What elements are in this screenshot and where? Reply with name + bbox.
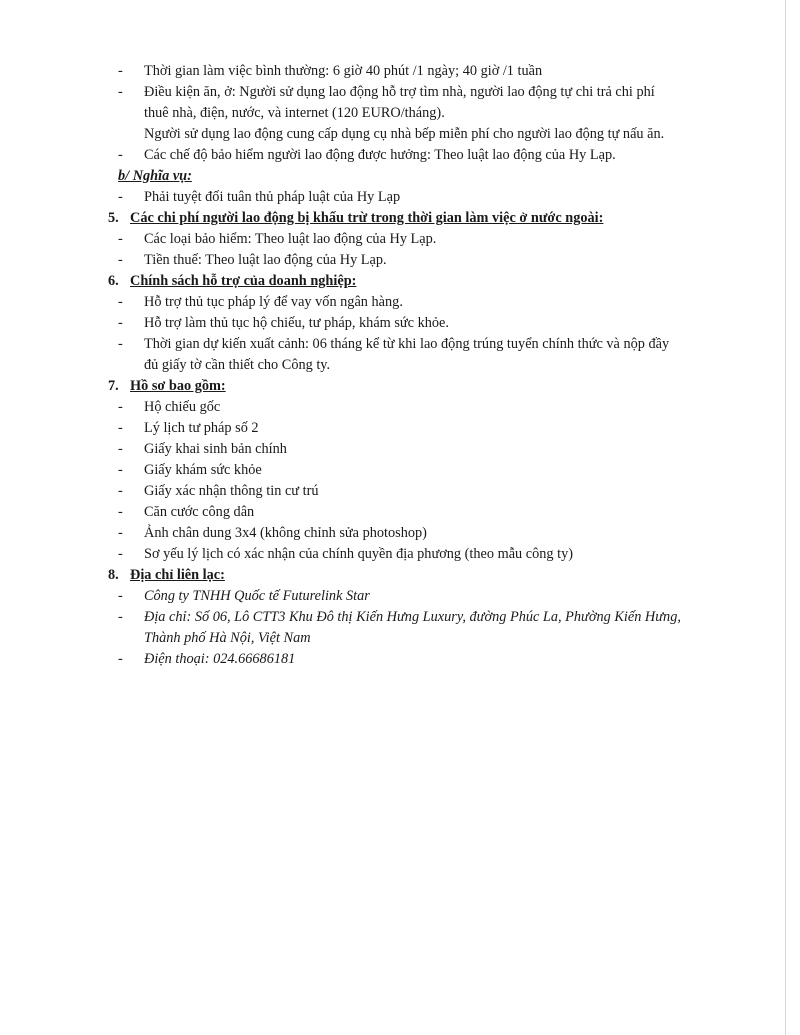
dash-marker: - bbox=[118, 147, 123, 163]
contact-address bbox=[108, 607, 748, 628]
list-item bbox=[108, 460, 748, 481]
list-item-text: Các loại bảo hiểm: Theo luật lao động của Hy Lạp. bbox=[144, 231, 437, 247]
list-item-continuation bbox=[108, 355, 748, 376]
dash-marker: - bbox=[118, 63, 123, 79]
list-item bbox=[108, 544, 748, 565]
section-title: Địa chỉ liên lạc: bbox=[130, 567, 225, 583]
list-item-text: Giấy khai sinh bản chính bbox=[144, 441, 287, 457]
accommodation-continuation bbox=[108, 103, 748, 124]
list-item bbox=[108, 481, 748, 502]
page-edge-line bbox=[785, 0, 786, 1035]
company-name: Công ty TNHH Quốc tế Futurelink Star bbox=[144, 588, 370, 604]
dash-marker: - bbox=[118, 189, 123, 205]
list-item bbox=[108, 418, 748, 439]
dash-marker: - bbox=[118, 504, 123, 520]
section-title: Hồ sơ bao gồm: bbox=[130, 378, 226, 394]
working-hours-text: Thời gian làm việc bình thường: 6 giờ 40 phút /1 ngày; 40 giờ /1 tuần bbox=[144, 63, 543, 79]
dash-marker: - bbox=[118, 84, 123, 100]
dash-marker: - bbox=[118, 252, 123, 268]
accommodation-text-3: Người sử dụng lao động cung cấp dụng cụ nhà bếp miễn phí cho người lao động tự nấu ăn. bbox=[144, 126, 665, 142]
dash-marker: - bbox=[118, 525, 123, 541]
list-item bbox=[108, 250, 748, 271]
dash-marker: - bbox=[118, 651, 123, 667]
dash-marker: - bbox=[118, 483, 123, 499]
accommodation-text-2: thuê nhà, điện, nước, và internet (120 EURO/tháng). bbox=[144, 105, 445, 121]
list-item bbox=[108, 397, 748, 418]
dash-marker: - bbox=[118, 609, 123, 625]
list-item-text: Lý lịch tư pháp số 2 bbox=[144, 420, 259, 436]
list-item-text: Hỗ trợ thủ tục pháp lý để vay vốn ngân hàng. bbox=[144, 294, 403, 310]
section-5-heading bbox=[108, 208, 748, 229]
section-number: 6. bbox=[108, 273, 119, 289]
dash-marker: - bbox=[118, 315, 123, 331]
contact-company bbox=[108, 586, 748, 607]
address-line-2: Thành phố Hà Nội, Việt Nam bbox=[144, 630, 311, 646]
insurance-text: Các chế độ bảo hiểm người lao động được hưởng: Theo luật lao động của Hy Lạp. bbox=[144, 147, 616, 163]
list-item-text: Giấy xác nhận thông tin cư trú bbox=[144, 483, 319, 499]
dash-marker: - bbox=[118, 231, 123, 247]
list-item-text: Hộ chiếu gốc bbox=[144, 399, 221, 415]
bullet-accommodation bbox=[108, 82, 748, 103]
dash-marker: - bbox=[118, 336, 123, 352]
section-6-heading bbox=[108, 271, 748, 292]
dash-marker: - bbox=[118, 294, 123, 310]
obligation-text: Phải tuyệt đối tuân thủ pháp luật của Hy Lạp bbox=[144, 189, 401, 205]
section-title: Chính sách hỗ trợ của doanh nghiệp: bbox=[130, 273, 357, 289]
dash-marker: - bbox=[118, 441, 123, 457]
list-item bbox=[108, 523, 748, 544]
list-item bbox=[108, 229, 748, 250]
list-item bbox=[108, 313, 748, 334]
section-number: 8. bbox=[108, 567, 119, 583]
section-number: 5. bbox=[108, 210, 119, 226]
obligations-heading: b/ Nghĩa vụ: bbox=[118, 168, 192, 184]
kitchen-note bbox=[108, 124, 748, 145]
section-7-heading bbox=[108, 376, 748, 397]
list-item bbox=[108, 334, 748, 355]
list-item-text: Tiền thuế: Theo luật lao động của Hy Lạp. bbox=[144, 252, 387, 268]
list-item-text: Căn cước công dân bbox=[144, 504, 255, 520]
contact-address-continuation bbox=[108, 628, 748, 649]
list-item bbox=[108, 439, 748, 460]
dash-marker: - bbox=[118, 462, 123, 478]
list-item-text: đủ giấy tờ cần thiết cho Công ty. bbox=[144, 357, 331, 373]
section-title: Các chi phí người lao động bị khấu trừ trong thời gian làm việc ở nước ngoài: bbox=[130, 210, 604, 226]
section-8-heading bbox=[108, 565, 748, 586]
list-item-text: Hỗ trợ làm thủ tục hộ chiếu, tư pháp, khám sức khỏe. bbox=[144, 315, 449, 331]
phone-number: Điện thoại: 024.66686181 bbox=[144, 651, 296, 667]
list-item bbox=[108, 292, 748, 313]
dash-marker: - bbox=[118, 420, 123, 436]
list-item-text: Giấy khám sức khỏe bbox=[144, 462, 262, 478]
list-item-text: Thời gian dự kiến xuất cảnh: 06 tháng kể từ khi lao động trúng tuyển chính thức và nộp đầy bbox=[144, 336, 670, 352]
contact-phone bbox=[108, 649, 748, 670]
bullet-obligation bbox=[108, 187, 748, 208]
dash-marker: - bbox=[118, 546, 123, 562]
document-body bbox=[108, 61, 748, 670]
list-item bbox=[108, 502, 748, 523]
bullet-insurance bbox=[108, 145, 748, 166]
bullet-working-hours bbox=[108, 61, 748, 82]
dash-marker: - bbox=[118, 399, 123, 415]
dash-marker: - bbox=[118, 588, 123, 604]
accommodation-text-1: Điều kiện ăn, ở: Người sử dụng lao động hỗ trợ tìm nhà, người lao động tự chi trả chi phí bbox=[144, 84, 655, 100]
section-number: 7. bbox=[108, 378, 119, 394]
list-item-text: Ảnh chân dung 3x4 (không chỉnh sửa photoshop) bbox=[144, 525, 427, 541]
list-item-text: Sơ yếu lý lịch có xác nhận của chính quyền địa phương (theo mẫu công ty) bbox=[144, 546, 574, 562]
address-line-1: Địa chỉ: Số 06, Lô CTT3 Khu Đô thị Kiến Hưng Luxury, đường Phúc La, Phường Kiến Hưng, bbox=[144, 609, 681, 625]
